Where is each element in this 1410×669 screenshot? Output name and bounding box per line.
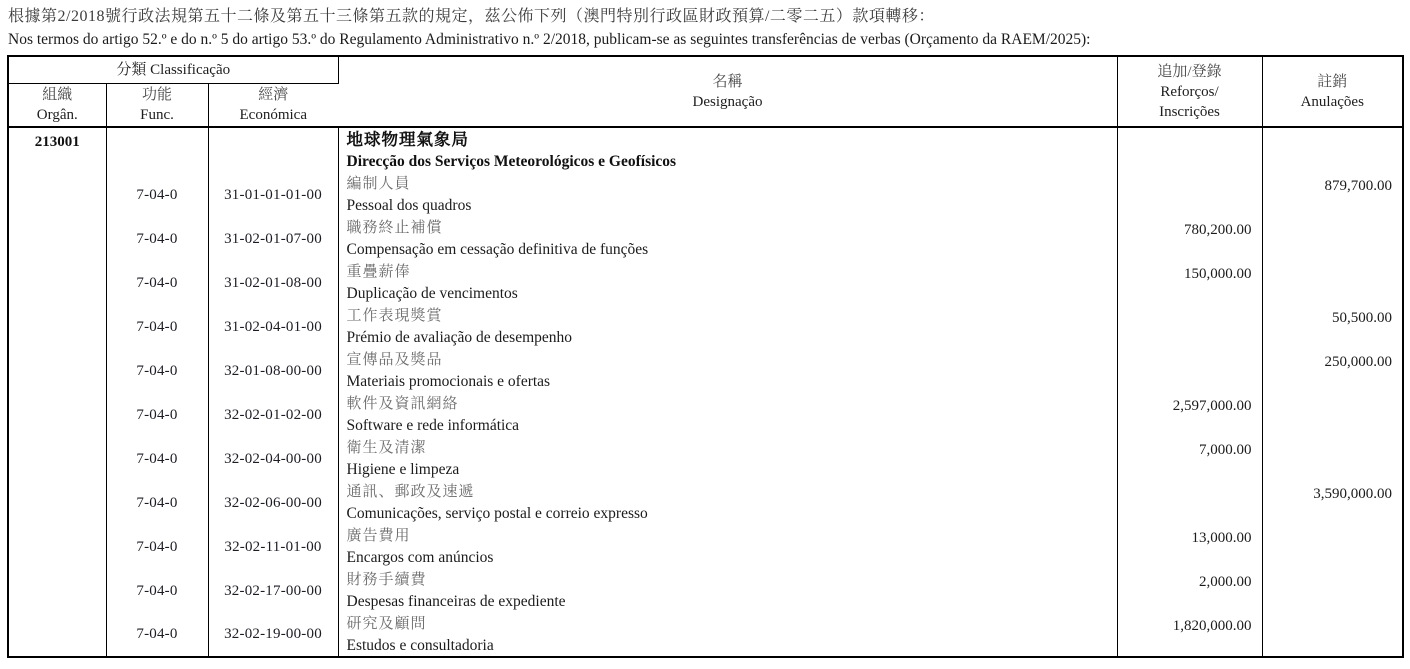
func-code-cell: 7-04-0 xyxy=(106,481,208,525)
econ-code-cell: 32-02-01-02-00 xyxy=(208,393,338,437)
designation-zh: 財務手續費 xyxy=(346,572,427,588)
econ-code-cell: 31-02-04-01-00 xyxy=(208,305,338,349)
designation-zh: 職務終止補償 xyxy=(346,220,443,236)
func-code-cell: 7-04-0 xyxy=(106,393,208,437)
header-reforcos-pt2: Inscrições xyxy=(1159,103,1220,120)
header-economica-zh: 經濟 xyxy=(258,86,289,103)
designation-cell xyxy=(338,261,1117,305)
designation-cell xyxy=(338,393,1117,437)
anulacoes-amount xyxy=(1262,217,1403,261)
header-designation xyxy=(338,56,1117,127)
econ-code-cell xyxy=(208,127,338,173)
org-code-cell xyxy=(8,217,106,261)
table-body xyxy=(8,127,1403,657)
designation-pt: Software e rede informática xyxy=(346,417,520,434)
reforcos-amount: 150,000.00 xyxy=(1117,261,1262,305)
intro-paragraph xyxy=(0,0,1410,55)
designation-zh: 通訊、郵政及速遞 xyxy=(346,484,475,500)
func-code-cell xyxy=(106,127,208,173)
header-reforcos-pt1: Reforços/ xyxy=(1160,83,1219,100)
designation-zh: 衛生及清潔 xyxy=(346,440,427,456)
header-economica xyxy=(208,83,338,127)
org-code-cell xyxy=(8,393,106,437)
designation-cell xyxy=(338,305,1117,349)
intro-line-zh: 根據第2/2018號行政法規第五十二條及第五十三條第五款的規定，茲公佈下列（澳門特別行政區財政預算/二零二五）款項轉移： xyxy=(8,8,935,25)
designation-zh: 重疊薪俸 xyxy=(346,264,411,280)
header-classification: 分類 Classificação xyxy=(8,56,338,83)
header-organica-pt: Orgân. xyxy=(36,106,78,123)
org-code-cell xyxy=(8,613,106,657)
func-code-cell: 7-04-0 xyxy=(106,349,208,393)
designation-pt: Duplicação de vencimentos xyxy=(346,285,518,302)
func-code-cell: 7-04-0 xyxy=(106,569,208,613)
econ-code-cell: 32-02-06-00-00 xyxy=(208,481,338,525)
designation-cell xyxy=(338,613,1117,657)
header-anulacoes-zh: 註銷 xyxy=(1317,73,1348,90)
org-code-cell xyxy=(8,569,106,613)
org-code-cell xyxy=(8,481,106,525)
reforcos-amount: 780,200.00 xyxy=(1117,217,1262,261)
designation-zh: 地球物理氣象局 xyxy=(346,130,469,149)
designation-pt: Encargos com anúncios xyxy=(346,549,494,566)
anulacoes-amount xyxy=(1262,525,1403,569)
designation-zh: 宣傳品及獎品 xyxy=(346,352,443,368)
anulacoes-amount: 879,700.00 xyxy=(1324,178,1392,194)
designation-cell xyxy=(338,525,1117,569)
designation-zh: 編制人員 xyxy=(346,176,411,192)
anulacoes-amount xyxy=(1262,261,1403,305)
designation-zh: 工作表現獎賞 xyxy=(346,308,443,324)
designation-pt: Estudos e consultadoria xyxy=(346,637,494,654)
header-designation-pt: Designação xyxy=(692,93,763,110)
header-funcional-pt: Func. xyxy=(140,106,174,123)
designation-zh: 廣告費用 xyxy=(346,528,411,544)
func-code-cell: 7-04-0 xyxy=(106,613,208,657)
reforcos-amount xyxy=(1117,127,1262,173)
designation-pt: Higiene e limpeza xyxy=(346,461,460,478)
designation-pt: Comunicações, serviço postal e correio expresso xyxy=(346,505,648,522)
table-row xyxy=(8,525,1403,569)
header-reforcos xyxy=(1117,56,1262,127)
econ-code-cell: 31-02-01-07-00 xyxy=(208,217,338,261)
intro-line-pt: Nos termos do artigo 52.º e do n.º 5 do artigo 53.º do Regulamento Administrativo n.º 2/2018, publicam-se as seguintes transferências de verbas (Orçamento da RAEM/2025): xyxy=(8,31,1091,48)
econ-code-cell: 32-02-04-00-00 xyxy=(208,437,338,481)
designation-pt: Direcção dos Serviços Meteorológicos e Geofísicos xyxy=(346,153,677,170)
func-code-cell: 7-04-0 xyxy=(106,261,208,305)
econ-code-cell: 31-02-01-08-00 xyxy=(208,261,338,305)
header-anulacoes-pt: Anulações xyxy=(1300,93,1364,110)
budget-transfer-table xyxy=(7,55,1404,658)
designation-cell xyxy=(338,127,1117,173)
table-row xyxy=(8,569,1403,613)
func-code-cell: 7-04-0 xyxy=(106,437,208,481)
header-organica-zh: 組織 xyxy=(42,86,73,103)
table-row xyxy=(8,349,1403,393)
reforcos-amount: 2,597,000.00 xyxy=(1117,393,1262,437)
designation-pt: Compensação em cessação definitiva de funções xyxy=(346,241,649,258)
header-funcional xyxy=(106,83,208,127)
func-code-cell: 7-04-0 xyxy=(106,525,208,569)
table-row xyxy=(8,437,1403,481)
reforcos-amount: 2,000.00 xyxy=(1117,569,1262,613)
econ-code-cell: 31-01-01-01-00 xyxy=(208,173,338,217)
reforcos-amount xyxy=(1117,173,1262,217)
designation-cell xyxy=(338,481,1117,525)
header-anulacoes xyxy=(1262,56,1403,127)
designation-pt: Materiais promocionais e ofertas xyxy=(346,373,551,390)
anulacoes-amount xyxy=(1262,613,1403,657)
table-row xyxy=(8,217,1403,261)
header-funcional-zh: 功能 xyxy=(141,86,172,103)
reforcos-amount: 13,000.00 xyxy=(1117,525,1262,569)
anulacoes-amount xyxy=(1262,127,1403,173)
anulacoes-amount xyxy=(1262,437,1403,481)
org-code-cell xyxy=(8,173,106,217)
reforcos-amount: 1,820,000.00 xyxy=(1117,613,1262,657)
table-row xyxy=(8,481,1403,525)
designation-cell xyxy=(338,217,1117,261)
designation-zh: 研究及顧問 xyxy=(346,616,427,632)
econ-code-cell: 32-01-08-00-00 xyxy=(208,349,338,393)
header-reforcos-zh: 追加/登錄 xyxy=(1157,63,1222,80)
table-row xyxy=(8,613,1403,657)
designation-cell xyxy=(338,437,1117,481)
designation-cell xyxy=(338,173,1117,217)
reforcos-amount: 7,000.00 xyxy=(1117,437,1262,481)
anulacoes-amount xyxy=(1262,569,1403,613)
designation-pt: Prémio de avaliação de desempenho xyxy=(346,329,573,346)
reforcos-amount xyxy=(1117,349,1262,393)
func-code-cell: 7-04-0 xyxy=(106,173,208,217)
header-organica xyxy=(8,83,106,127)
econ-code-cell: 32-02-11-01-00 xyxy=(208,525,338,569)
org-code-cell xyxy=(8,437,106,481)
org-code-cell xyxy=(8,305,106,349)
table-row xyxy=(8,261,1403,305)
org-code-cell: 213001 xyxy=(8,127,106,173)
org-code-cell xyxy=(8,525,106,569)
anulacoes-amount: 250,000.00 xyxy=(1324,354,1392,370)
table-header xyxy=(8,56,1403,127)
func-code-cell: 7-04-0 xyxy=(106,305,208,349)
designation-zh: 軟件及資訊網絡 xyxy=(346,396,459,412)
table-row xyxy=(8,393,1403,437)
anulacoes-amount xyxy=(1262,393,1403,437)
designation-pt: Pessoal dos quadros xyxy=(346,197,472,214)
header-designation-zh: 名稱 xyxy=(712,73,743,90)
reforcos-amount xyxy=(1117,305,1262,349)
reforcos-amount xyxy=(1117,481,1262,525)
designation-cell xyxy=(338,569,1117,613)
anulacoes-amount: 50,500.00 xyxy=(1332,310,1392,326)
econ-code-cell: 32-02-17-00-00 xyxy=(208,569,338,613)
table-row xyxy=(8,173,1403,217)
anulacoes-amount: 3,590,000.00 xyxy=(1313,486,1392,502)
org-code-cell xyxy=(8,261,106,305)
header-economica-pt: Económica xyxy=(239,106,307,123)
econ-code-cell: 32-02-19-00-00 xyxy=(208,613,338,657)
func-code-cell: 7-04-0 xyxy=(106,217,208,261)
designation-cell xyxy=(338,349,1117,393)
table-row xyxy=(8,305,1403,349)
org-code-cell xyxy=(8,349,106,393)
table-row-department xyxy=(8,127,1403,173)
designation-pt: Despesas financeiras de expediente xyxy=(346,593,566,610)
